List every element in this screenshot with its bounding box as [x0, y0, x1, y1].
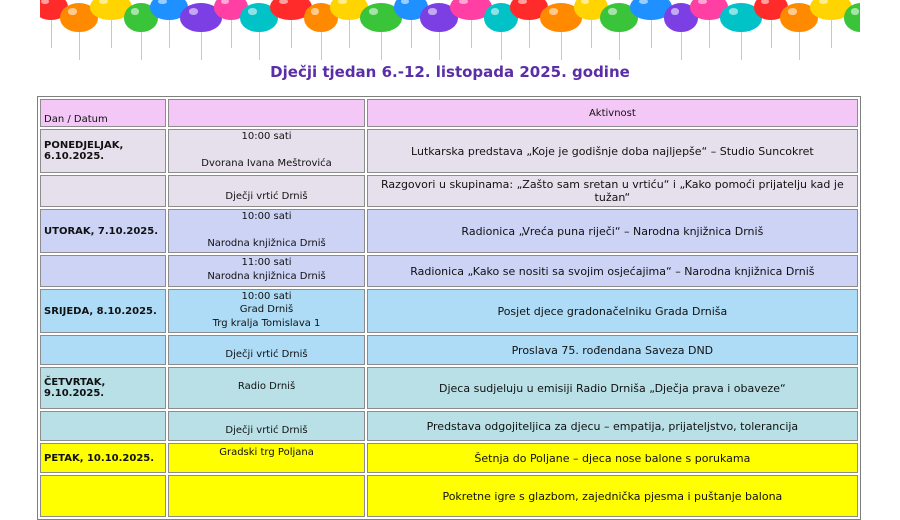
activity-cell — [367, 175, 858, 207]
venue-label: Dječji vrtić Drniš — [225, 349, 308, 360]
balloon-string — [619, 30, 620, 60]
page-title: Dječji tjedan 6.-12. listopada 2025. godine — [270, 63, 630, 81]
header-place-cell — [168, 99, 364, 127]
day-date-label: ČETVRTAK, 9.10.2025. — [44, 377, 106, 399]
balloon-string — [741, 30, 742, 60]
balloon-string — [51, 18, 52, 48]
balloon-string — [411, 18, 412, 48]
balloon-string — [111, 18, 112, 48]
address-label: Trg kralja Tomislava 1 — [212, 318, 321, 329]
day-cell — [40, 475, 166, 517]
header-activity-label: Aktivnost — [588, 107, 636, 119]
activity-label: Razgovori u skupinama: „Zašto sam sretan u vrtiću“ i „Kako pomoći prijatelju kad je tužan“ — [381, 178, 844, 204]
balloon-string — [681, 30, 682, 60]
day-cell — [40, 443, 166, 473]
day-cell — [40, 335, 166, 365]
activity-label: Lutkarska predstava „Koje je godišnje doba najljepše“ – Studio Suncokret — [411, 144, 814, 158]
day-cell — [40, 255, 166, 287]
activity-label: Pokretne igre s glazbom, zajednička pjesma i puštanje balona — [442, 489, 783, 503]
balloon-string — [529, 18, 530, 48]
time-label: 10:00 sati — [241, 211, 292, 222]
balloon-string — [321, 30, 322, 60]
table-row — [40, 411, 858, 441]
activity-cell — [367, 255, 858, 287]
venue-label: Dvorana Ivana Meštrovića — [201, 158, 332, 169]
day-cell — [40, 411, 166, 441]
place-cell — [168, 129, 364, 173]
place-cell — [168, 289, 364, 333]
place-cell — [168, 475, 364, 517]
table-row — [40, 129, 858, 173]
balloon-string — [799, 30, 800, 60]
place-cell — [168, 411, 364, 441]
table-row — [40, 475, 858, 517]
time-label: 10:00 sati — [241, 131, 292, 142]
table-header-row — [40, 99, 858, 127]
activity-label: Radionica „Kako se nositi sa svojim osjećajima“ – Narodna knjižnica Drniš — [410, 264, 815, 278]
venue-label: Narodna knjižnica Drniš — [207, 238, 326, 249]
day-cell — [40, 289, 166, 333]
venue-label: Dječji vrtić Drniš — [225, 191, 308, 202]
day-cell — [40, 175, 166, 207]
balloon-string — [831, 18, 832, 48]
day-cell — [40, 367, 166, 409]
time-label: 10:00 sati — [241, 291, 292, 302]
activity-cell — [367, 335, 858, 365]
table-row — [40, 367, 858, 409]
table-row — [40, 255, 858, 287]
place-cell — [168, 443, 364, 473]
place-cell — [168, 175, 364, 207]
activity-label: Predstava odgojiteljica za djecu – empatija, prijateljstvo, tolerancija — [426, 419, 799, 433]
header-activity-cell — [367, 99, 858, 127]
activity-label: Proslava 75. rođendana Saveza DND — [511, 343, 714, 357]
activity-cell — [367, 411, 858, 441]
place-cell — [168, 367, 364, 409]
venue-label: Narodna knjižnica Drniš — [207, 271, 326, 282]
day-date-label: UTORAK, 7.10.2025. — [44, 225, 159, 237]
table-row — [40, 175, 858, 207]
activity-cell — [367, 289, 858, 333]
balloon-string — [591, 18, 592, 48]
balloon-string — [231, 18, 232, 48]
balloon-string — [141, 30, 142, 60]
activity-cell — [367, 367, 858, 409]
table-row — [40, 209, 858, 253]
day-cell — [40, 129, 166, 173]
activity-cell — [367, 443, 858, 473]
activity-cell — [367, 129, 858, 173]
activity-label: Djeca sudjeluju u emisiji Radio Drniša „Dječja prava i obaveze“ — [439, 381, 786, 395]
balloon-string — [381, 30, 382, 60]
day-date-label: PETAK, 10.10.2025. — [44, 452, 155, 464]
balloon-string — [771, 18, 772, 48]
venue-label: Dječji vrtić Drniš — [225, 425, 308, 436]
balloon-string — [709, 18, 710, 48]
activity-label: Šetnja do Poljane – djeca nose balone s porukama — [474, 451, 751, 465]
balloon-string — [349, 18, 350, 48]
day-cell — [40, 209, 166, 253]
balloon-string — [169, 18, 170, 48]
table-row — [40, 443, 858, 473]
header-day-cell — [40, 99, 166, 127]
balloon-string — [259, 30, 260, 60]
place-cell — [168, 335, 364, 365]
day-date-label: PONEDJELJAK, 6.10.2025. — [44, 140, 124, 162]
table-row — [40, 335, 858, 365]
balloon-string — [291, 18, 292, 48]
balloon-string — [201, 30, 202, 60]
venue-label: Grad Drniš — [239, 304, 294, 315]
place-cell — [168, 209, 364, 253]
activity-label: Posjet djece gradonačelniku Grada Drniša — [497, 304, 728, 318]
header-day-label: Dan / Datum — [44, 114, 108, 125]
balloon-banner — [40, 0, 860, 62]
balloon-string — [501, 30, 502, 60]
balloon-string — [79, 30, 80, 60]
venue-label: Gradski trg Poljana — [219, 447, 314, 458]
table-row — [40, 289, 858, 333]
balloon-string — [561, 30, 562, 60]
balloon-string — [651, 18, 652, 48]
venue-label: Radio Drniš — [237, 381, 296, 392]
time-label: 11:00 sati — [241, 257, 292, 268]
day-date-label: SRIJEDA, 8.10.2025. — [44, 305, 157, 317]
schedule-table — [37, 96, 861, 520]
activity-cell — [367, 209, 858, 253]
balloon-string — [471, 18, 472, 48]
place-cell — [168, 255, 364, 287]
activity-label: Radionica „Vreća puna riječi“ – Narodna knjižnica Drniš — [461, 224, 764, 238]
activity-cell — [367, 475, 858, 517]
balloon-string — [439, 30, 440, 60]
